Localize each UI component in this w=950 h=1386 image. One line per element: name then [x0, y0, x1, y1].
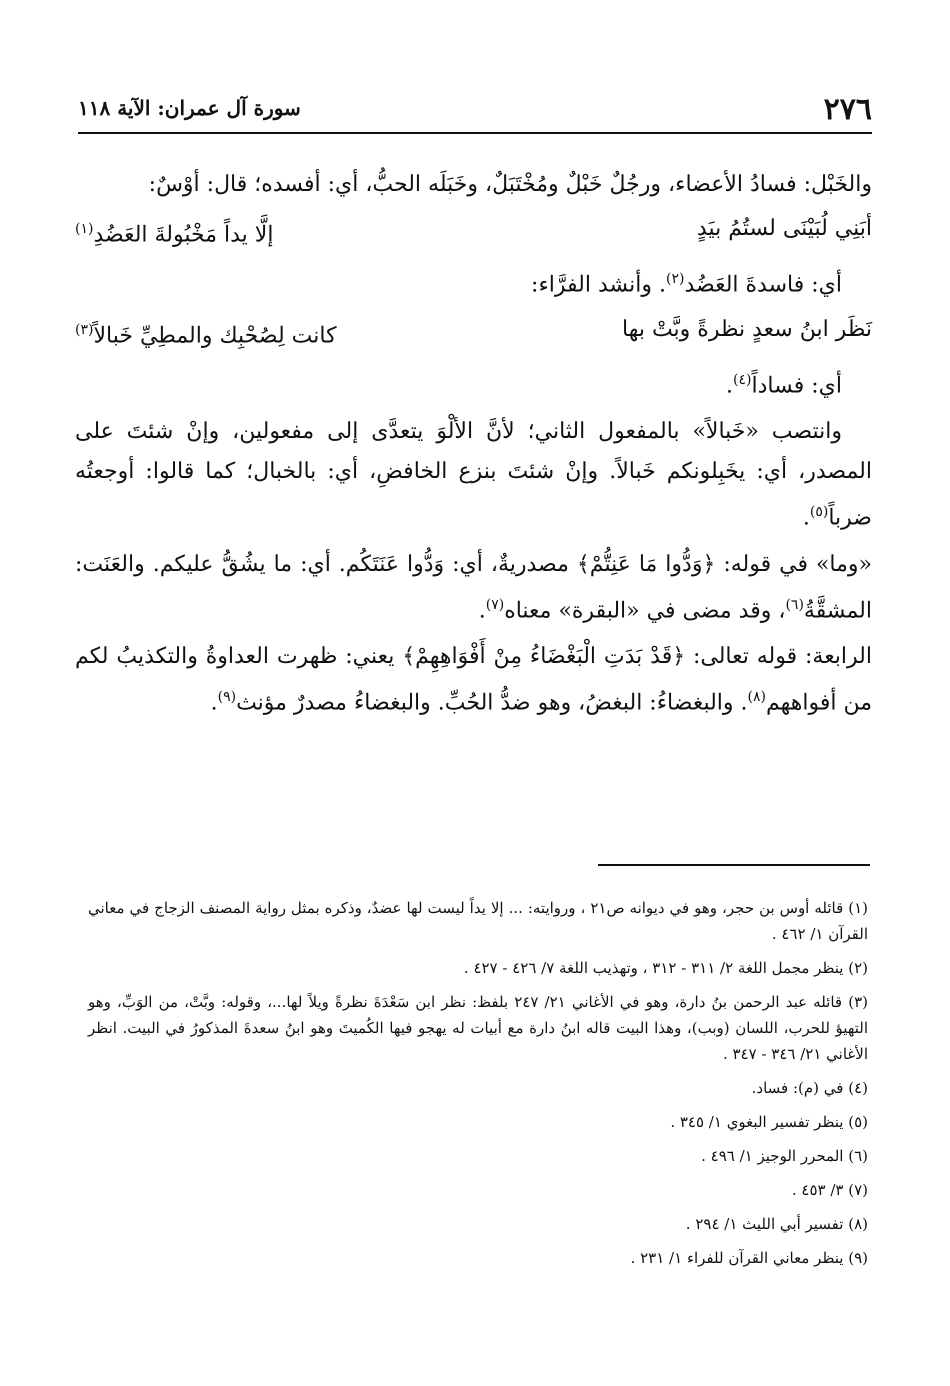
verse-2-first-hemistich: نَظَر ابنُ سعدٍ نظرةً وبَّتْ بها [621, 316, 872, 342]
footnote-ref-6: (٦) [785, 596, 804, 613]
footnote-ref-1: (١) [75, 221, 94, 237]
paragraph-fasad-text: أي: فساداً [751, 373, 842, 399]
footnote-3: (٣) قائله عبد الرحمن بنُ دارة، وهو في الأغاني ٢١/ ٢٤٧ بلفظ: نظر ابن سَعْدَةَ نظرةً ويلاً لها...، وقوله: وبَّتْ، من الوَبِّ، وهو التهيؤ للحرب، اللسان (وبب)، وهذا البيت قاله ابنُ دارة مع أبيات له يهجو فيها الكُميتَ وهو ابنُ سعدةَ المذكورُ في البيت. انظر الأغاني ٢١/ ٣٤٦ - ٣٤٧ . [88, 993, 868, 1063]
paragraph-fasida [75, 259, 872, 305]
page-number: ٢٧٦ [823, 92, 872, 127]
footnote-7: (٧) ٣/ ٤٥٣ . [791, 1181, 868, 1199]
paragraph-wama-text: «وما» في قوله: ﴿وَدُّوا مَا عَنِتُّمْ﴾ مصدريةٌ، أي: وَدُّوا عَنَتَكُم. أي: ما يشُقُّ عليكم. والعَنَت: المشقَّةُ [75, 551, 873, 623]
footnote-ref-9: (٩) [217, 688, 237, 705]
footnote-9: (٩) ينظر معاني القرآن للفراء ١/ ٢٣١ . [630, 1249, 868, 1267]
footnote-ref-4: (٤) [733, 371, 752, 388]
paragraph-wama-middle: ، وقد مضى في «البقرة» معناه [504, 597, 786, 623]
header-rule [78, 132, 872, 134]
main-text [75, 165, 872, 723]
paragraph-rabia-tail: . [210, 690, 218, 716]
footnote-ref-8: (٨) [747, 688, 766, 705]
paragraph-fasida-tail: . وأنشد الفرَّاء: [531, 272, 667, 298]
paragraph-fasad-tail: . [726, 373, 734, 399]
paragraph-fasida-text: أي: فاسدةَ العَضُد [684, 272, 842, 298]
paragraph-intasaba-tail: . [802, 505, 810, 531]
verse-2 [75, 310, 872, 356]
footnote-5: (٥) ينظر تفسير البغوي ١/ ٣٤٥ . [670, 1113, 868, 1131]
paragraph-rabia-text: الرابعة: قوله تعالى: ﴿قَدْ بَدَتِ الْبَغْضَاءُ مِنْ أَفْوَاهِهِمْ﴾ يعني: ظهرت العداوةُ والتكذيبُ لكم من أفواههم [75, 643, 872, 716]
footnote-8: (٨) تفسير أبي الليث ١/ ٢٩٤ . [685, 1215, 868, 1233]
footnote-6: (٦) المحرر الوجيز ١/ ٤٩٦ . [701, 1147, 868, 1165]
footnote-4: (٤) في (م): فساد. [751, 1079, 868, 1097]
verse-1-second-hemistich-text: إلَّا يداً مَخْبُولةَ العَضُدِ [93, 222, 274, 248]
verse-2-second-hemistich [75, 310, 458, 356]
verse-2-second-hemistich-text: كانت لِصُحْبِك والمطِيِّ خَبالاً [93, 322, 337, 348]
paragraph-rabia-middle: . والبغضاءُ: البغضُ، وهو ضدُّ الحُبِّ. والبغضاءُ مصدرٌ مؤنث [236, 690, 748, 716]
verse-1-first-hemistich: أبَنِي لُبَيْنَى لستُمُ بيَدٍ [696, 216, 872, 241]
footnotes [88, 895, 868, 1279]
paragraph-intasaba [75, 412, 872, 538]
footnote-2: (٢) ينظر مجمل اللغة ٢/ ٣١١ - ٣١٢ ، وتهذيب اللغة ٧/ ٤٢٦ - ٤٢٧ . [463, 959, 868, 977]
running-head: سورة آل عمران: الآية ١١٨ [78, 96, 301, 120]
footnote-ref-2: (٢) [666, 271, 685, 288]
footnote-1: (١) قائله أوس بن حجر، وهو في ديوانه ص٢١ ، وروايته: ... إلا يداً ليست لها عضدٌ، وذكره بمثل رواية المصنف الزجاج في معاني القرآن ١/ ٤٦٢ . [88, 899, 868, 943]
paragraph-fasad [75, 360, 872, 406]
footnote-separator [598, 864, 870, 866]
footnote-ref-3: (٣) [75, 321, 94, 338]
footnote-ref-7: (٧) [485, 596, 505, 613]
paragraph-intasaba-text: وانتصب «خَبالاً» بالمفعول الثاني؛ لأنَّ الألْوَ يتعدَّى إلى مفعولين، وإنْ شئتَ على المصدر، أي: يخَبِلونكم خَبالاً. وإنْ شئتَ بنزع الخافضِ، أي: بالخبال؛ كما قالوا: أوجعتُه ضرباً [75, 419, 872, 531]
verse-1 [75, 209, 872, 255]
paragraph-wama [75, 545, 872, 631]
footnote-ref-5: (٥) [809, 504, 829, 521]
page-header [78, 92, 872, 128]
paragraph-rabia [75, 637, 872, 723]
verse-1-second-hemistich [75, 209, 458, 255]
paragraph-khabl: والخَبْل: فسادُ الأعضاء، ورجُلٌ خَبْلٌ ومُخْتَبَلٌ، وخَبَلَه الحبُّ، أي: أفسده؛ قال: أوْسٌ: [148, 172, 872, 197]
paragraph-wama-tail: . [478, 597, 486, 623]
